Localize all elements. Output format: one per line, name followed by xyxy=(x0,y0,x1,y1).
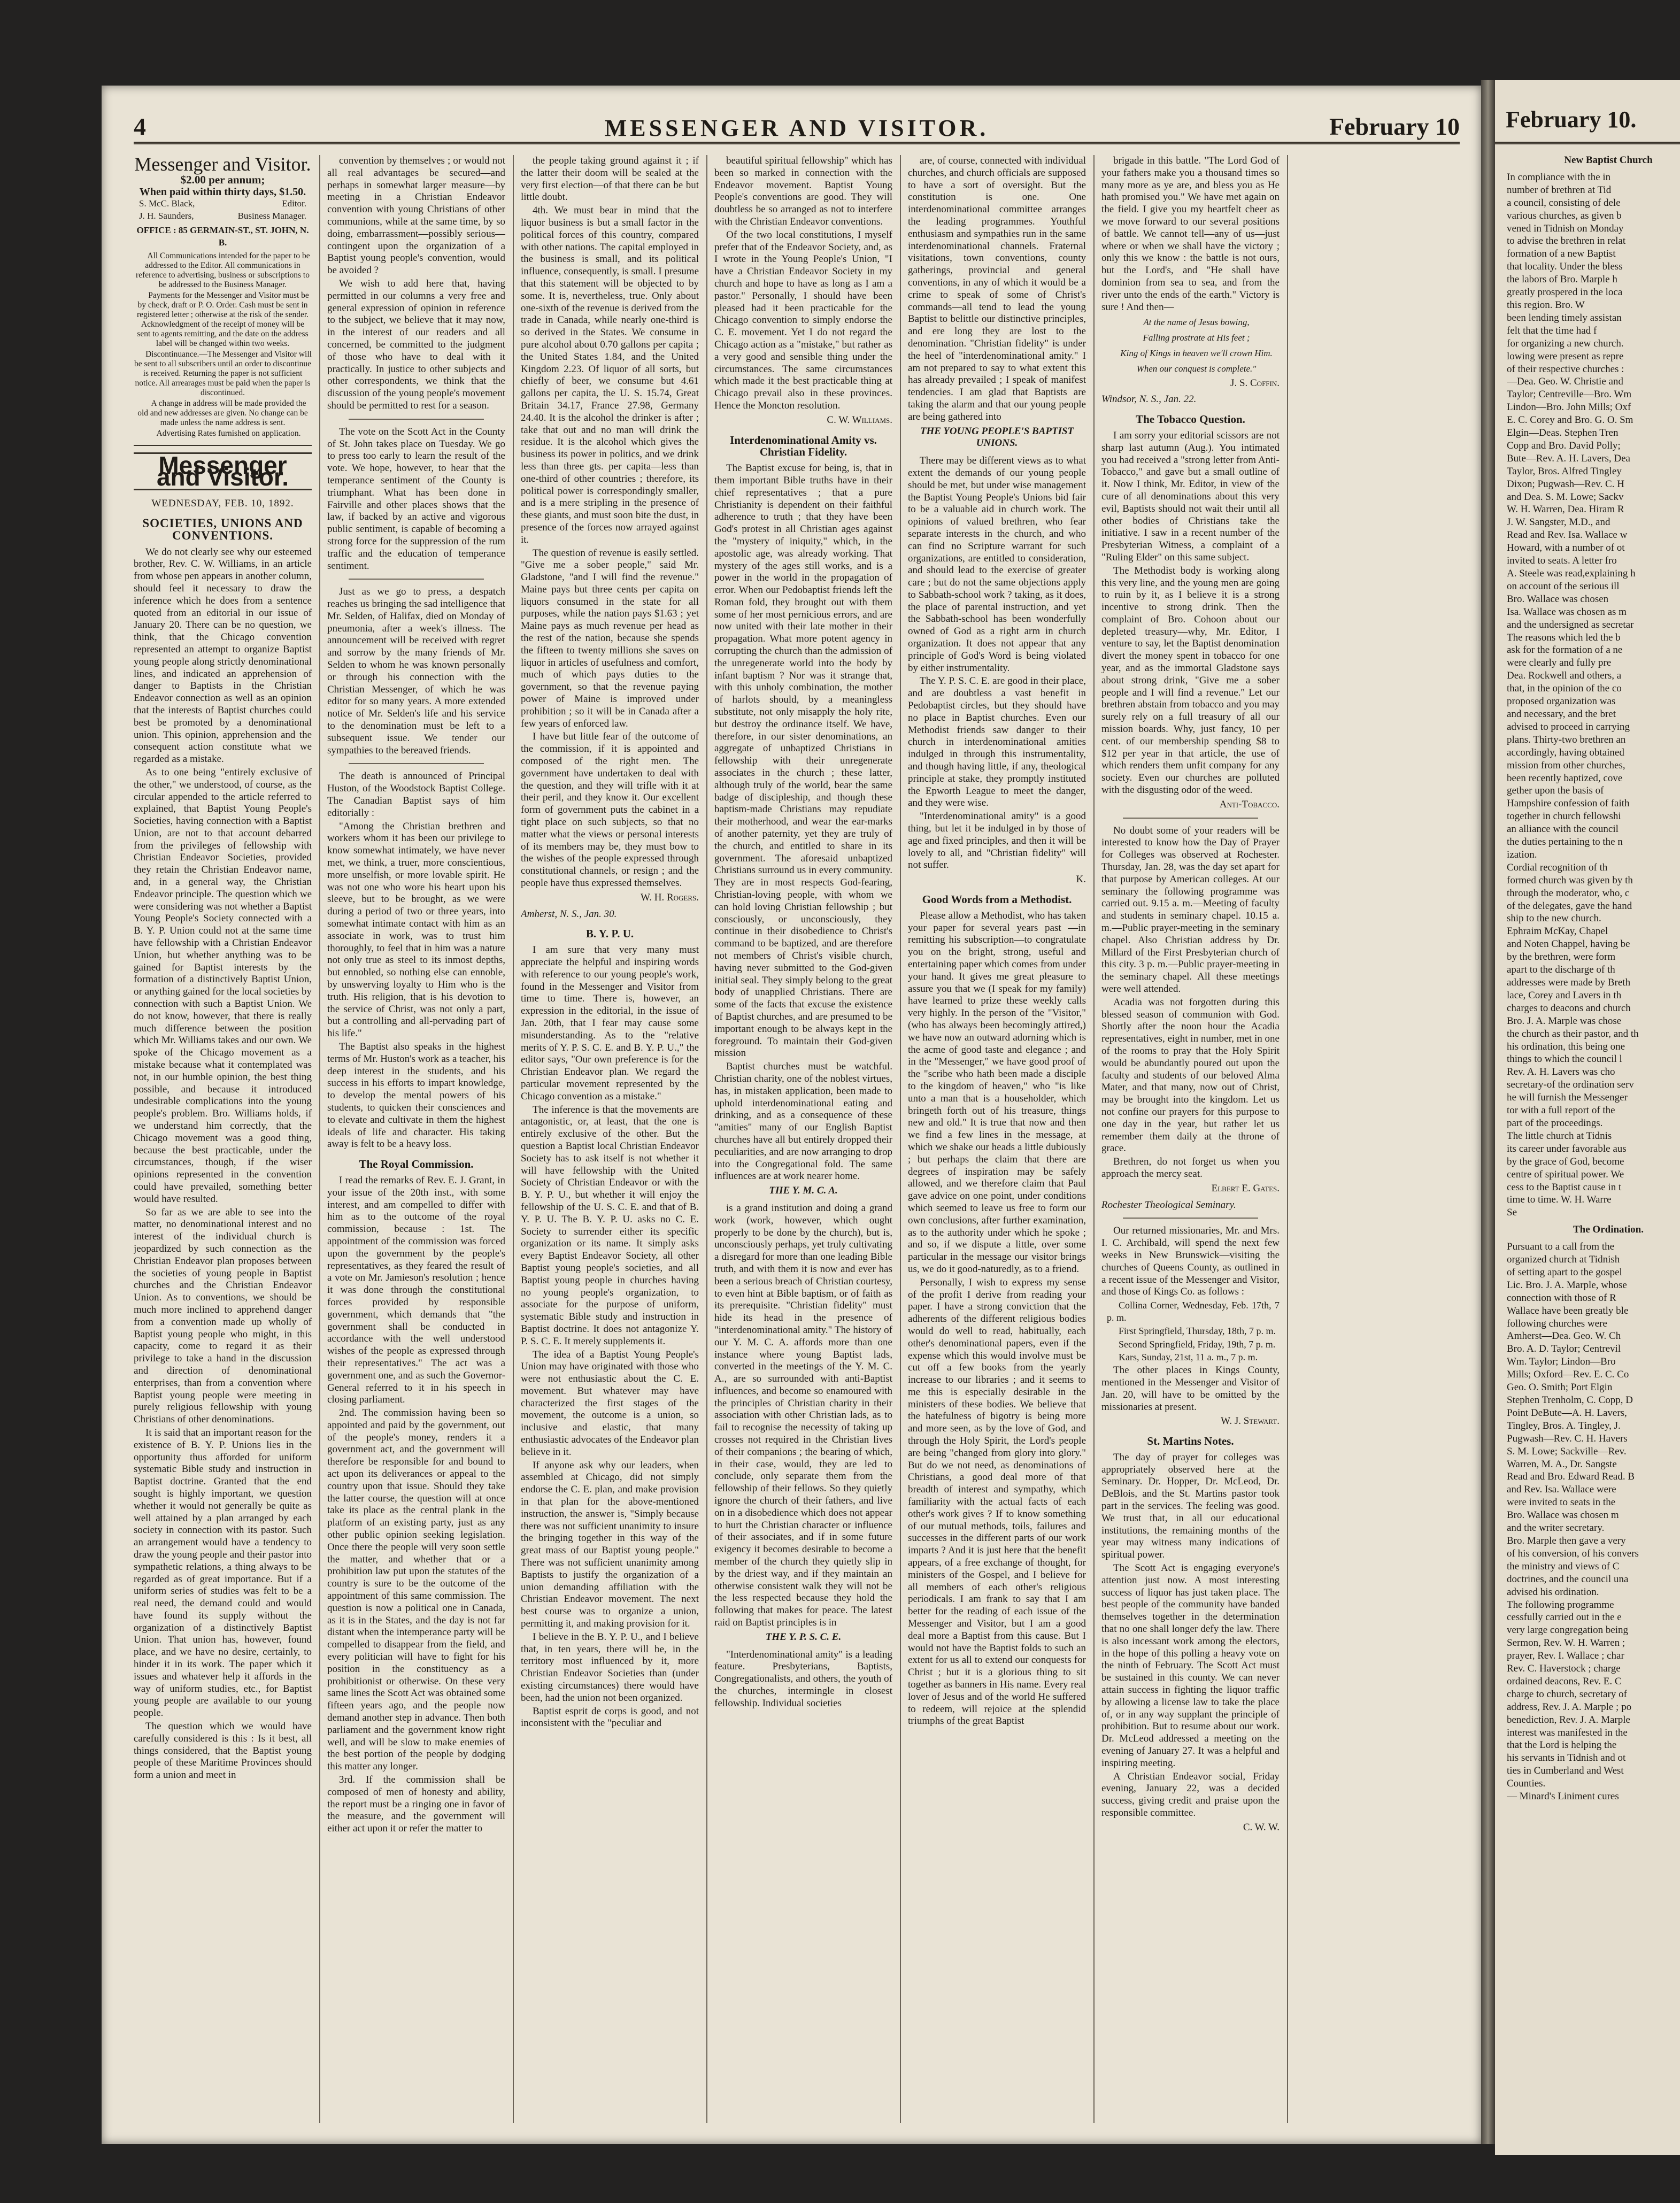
adjacent-text-line: Point DeBute—A. H. Lavers, xyxy=(1507,1407,1627,1419)
adjacent-text-line: plans. Thirty-two brethren an xyxy=(1507,734,1626,745)
adjacent-text-line: following churches were xyxy=(1507,1318,1607,1329)
adjacent-text-line: proposed organization was xyxy=(1507,696,1616,707)
paragraph: The question which we would have carefully considered is this : Is it best, all things considered, that the Baptist young people of these Maritime Provinces should form a union and meet in xyxy=(134,1721,312,1781)
adjacent-text-line: charges to deacons and church xyxy=(1507,1002,1631,1014)
column-4 xyxy=(714,155,892,2123)
paragraph: As to one being "entirely exclusive of the other," we understood, of course, as the circular appended to the article referred to explained, that Baptist Young People's Societies, having connection with a Baptist Union, are not to that account debarred from the privileges of fellowship with Christian Endeavor Societies, provided they retain the Christian Endeavor name, and, in a general way, the Christian Endeavor principle. The question which we were considering was not whether a Baptist Young People's Society connected with a B. Y. P. Union could not at the same time have fellowship with a Christian Endeavor Union, but whether anything was to be gained for Baptist interests by the formation of a distinctively Baptist Union, or anything gained for the local societies by connection with such a Baptist Union. We do not know, however, that there is really much difference between the position which Mr. Williams takes and our own. We spoke of the Chicago movement as a mistake because what it contemplated was not, in our humble opinion, the best thing possible, and because it introduced undesirable complications into the young people's problem. Bro. Williams holds, if we understand him correctly, that the Chicago movement was a good thing, because the best practicable, under the circumstances, though, if the wiser opinions represented in the convention could have prevailed, something better would have resulted. xyxy=(134,766,312,1205)
columns-container xyxy=(134,155,1460,2123)
column-rule xyxy=(900,155,901,2123)
section-heading: Interdenominational Amity vs. Christian Fidelity. xyxy=(730,433,877,459)
adjacent-page-date: February 10. xyxy=(1506,106,1637,133)
adjacent-text-line: formation of a new Baptist xyxy=(1507,248,1616,260)
adjacent-text-line: the ministry and views of C xyxy=(1507,1560,1620,1572)
adjacent-text-line: its career under favorable aus xyxy=(1507,1143,1627,1154)
schedule-item: First Springfield, Thursday, 18th, 7 p. m. xyxy=(1119,1325,1276,1336)
adjacent-text-line: accordingly, having obtained xyxy=(1507,746,1624,758)
adjacent-text-line: various churches, as given b xyxy=(1507,210,1622,221)
paragraph: Baptist churches must be watchful. Christian charity, one of the noblest virtues, has, in mistaken application, been made to uphold interdenominational eating and drinking, and as a consequence of these "amities" many of our English Baptist churches have all but entirely dropped their peculiarities, and are now arranging to drop into the Congregational fold. The same influences are at work nearer home. xyxy=(714,1061,892,1182)
paragraph: There may be different views as to what extent the demands of our young people should be met, but under wise management the Baptist Young People's Unions bid fair to be a valuable aid in church work. The opinions of valued brethren, who fear separate interests in the church, and who can find no Scripture warrant for such organizations, are entitled to consideration, and should lead to the exercise of greater care ; but do not the same objections apply to Sabbath-school work ? taking, as it does, the place of parental instruction, and yet the Sabbath-school has been wonderfully owned of God as a right arm in church organization. It does not appear that any principle of God's Word is being violated by either instrumentality. xyxy=(908,455,1086,674)
adjacent-page xyxy=(1495,80,1680,2155)
paragraph: Our returned missionaries, Mr. and Mrs. I. C. Archibald, will spend the next few weeks in New Brunswick—visiting the churches of Queens County, as outlined in a recent issue of the Messenger and Visitor, and those of Kings Co. as follows : xyxy=(1101,1225,1280,1298)
adjacent-text-line: Hampshire confession of faith xyxy=(1507,798,1630,810)
paragraph: are, of course, connected with individual churches, and church officials are supposed to have a sort of oversight. But the constitution is one. One interdenominational committee arranges the leading programmes. Youthful enthusiasm and sympathies run in the same interdenominational channels. Fraternal visitations, town conventions, county gatherings, provincial and general conventions, in any of which it would be a crime to speak of some of Christ's commands—all tend to lead the young Baptist to belittle our distinctive principles, and ere long they are lost to the denomination. "Christian fidelity" is under the heel of "interdenominational amity." I am not prepared to say to what extent this has already prevailed ; I speak of manifest tendencies. I am glad that Baptists are taking the alarm and that our young people are being gathered into xyxy=(908,155,1086,422)
adjacent-text-line: Howard, with a number of ot xyxy=(1507,542,1625,554)
paragraph: Acadia was not forgotten during this blessed season of communion with God. Shortly after the noon hour the Acadia representatives, eight in number, met in one of the rooms to pray that the Holy Spirit would be abundantly poured out upon the faculty and students of our beloved Alma Mater, and that many, now out of Christ, may be brought into the kingdom. Let us not confine our prayers for this purpose to one day in the year, but rather let us remember them daily at the throne of grace. xyxy=(1101,996,1280,1154)
adjacent-text-line: through the moderator, who, c xyxy=(1507,887,1630,899)
adjacent-text-line: —Dea. Geo. W. Christie and xyxy=(1507,376,1623,388)
section-heading: Good Words from a Methodist. xyxy=(922,893,1072,906)
column-rule xyxy=(1287,155,1288,2123)
adjacent-text-line: of the delegates, gave the hand xyxy=(1507,900,1632,912)
adjacent-text-line: Bute—Rev. A. H. Lavers, Dea xyxy=(1507,452,1630,464)
adjacent-text-line: E. C. Corey and Bro. G. O. Sm xyxy=(1507,414,1633,426)
place-date: Windsor, N. S., Jan. 22. xyxy=(1101,394,1197,405)
notice-discontinuance: Discontinuance.—The Messenger and Visitor will be sent to all subscribers until an order to discontinue is received. Returning the paper is not sufficient notice. All arrearages must be paid when the paper is discontinued. xyxy=(134,349,312,397)
price-annual: $2.00 per annum; xyxy=(180,173,265,186)
paragraph: The vote on the Scott Act in the County of St. John takes place on Tuesday. We go to press too early to learn the result of the vote. We hope, however, to hear that the temperance sentiment of the County is triumphant. What has been done in Fairville and other places shows that the law, if backed by an active and vigorous public sentiment, is capable of becoming a strong force for the suppression of the rum traffic and the education of temperance sentiment. xyxy=(327,426,505,572)
signature: Anti-Tobacco. xyxy=(1219,798,1280,810)
adjacent-text-line: J. W. Sangster, M.D., and xyxy=(1507,517,1610,528)
page-header xyxy=(134,112,1460,144)
dateline: WEDNESDAY, FEB. 10, 1892. xyxy=(151,498,294,510)
divider xyxy=(1123,1218,1258,1219)
adjacent-text-line: centre of spiritual power. We xyxy=(1507,1168,1624,1180)
manager-role: Business Manager. xyxy=(237,211,306,221)
adjacent-text-line: advised his ordination. xyxy=(1507,1586,1599,1598)
adjacent-text-line: Bro. Marple then gave a very xyxy=(1507,1535,1626,1546)
place-date: Rochester Theological Seminary. xyxy=(1101,1199,1236,1211)
adjacent-text-line: ties in Cumberland and West xyxy=(1507,1765,1624,1777)
paragraph: The question of revenue is easily settled. "Give me a sober people," said Mr. Gladstone, "and I will find the revenue." Maine pays but three cents per capita on liquors consumed in the state for all purposes, while the nation pays $1.63 ; yet Maine pays as much revenue per head as the rest of the nation, because she spends the fifteen to twenty millions she saves on liquor in articles of usefulness and comfort, much of which pays duties to the government, so that the revenue paying power of Maine is improved under prohibition ; so it will be in Canada after a few years of enforced law. xyxy=(521,547,699,729)
paragraph: the people taking ground against it ; if the latter their doom will be sealed at the very first election—of that there can be but little doubt. xyxy=(521,155,699,203)
office-address: OFFICE : 85 GERMAIN-ST., ST. JOHN, N. B. xyxy=(136,225,309,248)
paragraph: 3rd. If the commission shall be composed of men of honesty and ability, the report must be a ringing one in favor of the measure, and the government will either act upon it or refer the matter to xyxy=(327,1774,505,1835)
paragraph: I am sure that very many must appreciate the helpful and inspiring words with reference to our young people's work, found in the Messenger and Visitor from time to time. There is, however, an expression in the editorial, in the issue of Jan. 20th, that I fear may cause some misunderstanding. As to the "relative merits of Y. P. S. C. E. and B. Y. P. U.," the editor says, "Our own preference is for the Christian Endeavor plan. We regard the particular movement represented by the Chicago convention as a mistake." xyxy=(521,944,699,1102)
adjacent-text-line: secretary-of the ordination serv xyxy=(1507,1079,1634,1091)
adjacent-text-line: ization. xyxy=(1507,849,1537,860)
newspaper-page xyxy=(102,86,1481,2144)
adjacent-text-line: Geo. O. Smith; Port Elgin xyxy=(1507,1382,1613,1393)
adjacent-text-line: Bro. Wallace was chosen m xyxy=(1507,1509,1619,1521)
adjacent-text-line: address, Rev. J. A. Marple ; po xyxy=(1507,1701,1632,1713)
adjacent-text-line: Lindon—Bro. John Mills; Oxf xyxy=(1507,402,1631,413)
signature: K. xyxy=(1076,874,1086,885)
adjacent-text-line: Pursuant to a call from the xyxy=(1507,1241,1615,1253)
adjacent-text-line: and Dea. S. M. Lowe; Sackv xyxy=(1507,491,1624,503)
adjacent-text-line: Rev. A. H. Lavers was cho xyxy=(1507,1066,1615,1078)
adjacent-text-line: A. Steele was read,explaining h xyxy=(1507,568,1636,579)
column-rule xyxy=(513,155,514,2123)
masthead-title: Messenger and Visitor. xyxy=(134,155,311,175)
column-rule xyxy=(319,155,320,2123)
adjacent-text-line: Tingley, Bros. A. Tingley, J. xyxy=(1507,1420,1621,1431)
adjacent-text-line: of their respective churches : xyxy=(1507,363,1624,375)
adjacent-text-line: Dea. Rockwell and others, a xyxy=(1507,670,1622,682)
adjacent-text-line: been recently baptized, cove xyxy=(1507,772,1623,784)
paragraph: The death is announced of Principal Huston, of the Woodstock Baptist College. The Canadian Baptist says of him editorially : xyxy=(327,771,505,819)
signature: W. J. Stewart. xyxy=(1221,1415,1280,1427)
adjacent-text-line: Read and Rev. Isa. Wallace w xyxy=(1507,529,1628,541)
column-2 xyxy=(327,155,505,2123)
paragraph: The idea of a Baptist Young People's Union may have originated with those who were not enthusiastic about the C. E. movement. But whatever may have characterized the first stages of the movement, the outcome is a union, so inclusive and elastic, that many enthusiastic advocates of the Endeavor plan believe in it. xyxy=(521,1349,699,1458)
adjacent-heading: New Baptist Church xyxy=(1564,155,1653,166)
paragraph: The Baptist excuse for being, is, that in them important Bible truths have in their chief representatives ; that a pure Christianity is dependent on their faithful adherence to truth ; that they have been God's protest in all Christian ages against the "mystery of iniquity," which, in the apostolic age, was already working. That mystery of the ages still works, and is a power in the world in the propagation of error. When our Pedobaptist friends left the Roman fold, they brought out with them some of her most pernicious errors, and are now united with their late mother in their propagation. What more potent agency in corrupting the church than the admission of the unregenerate world into the body by infant baptism ? Nor was it strange that, with this unholy combination, the mother of harlots should, by a meaningless substitute, not only misapply the holy rite, but destroy the ordinance itself. We have, therefore, in our sister denominations, an aggregate of unbaptized Christians in fellowship with their unregenerate associates in the church ; these latter, although truly of the world, bear the same badge of discipleship, and though these baptism-made Christians may repudiate their motherhood, and wear the ear-marks of another paternity, yet they are truly of the church, and entitled to share in its government. The aforesaid unbaptized Christians surround us in every community. They are in most respects God-fearing, Christian-loving people, with whom we can hold loving Christian fellowship ; but consciously, or unconsciously, they continue in their disobedience to Christ's command to be baptized, and are therefore not members of Christ's visible church, having never submitted to the God-given initial seal. They simply belong to the great body of unapplied Christians. There are some of the facts that excuse the existence of Baptist churches, and are presumed to be important enough to be always kept in the foreground. To maintain their God-given mission xyxy=(714,463,892,1059)
paragraph: We do not clearly see why our esteemed brother, Rev. C. W. Williams, in an article from whose pen appears in another column, should feel it necessary to draw the inference which he does from a sentence quoted from an editorial in our issue of January 20. There can be no question, we think, that the Chicago convention represented an attempt to organize Baptist young people along strictly denominational lines, and indicated an apprehension of danger to Baptists in the Christian Endeavor connection as well as an opinion that the interests of Baptist churches could best be promoted by a denominational union. This opinion, apprehension and the consequent action constitute what we regarded as a mistake. xyxy=(134,546,312,765)
notice-advertising: Advertising Rates furnished on application. xyxy=(156,428,301,438)
adjacent-text-line: and Rev. Isa. Wallace were xyxy=(1507,1484,1616,1496)
adjacent-text-line: Wm. Taylor; Lindon—Bro xyxy=(1507,1356,1616,1368)
adjacent-text-line: benediction, Rev. J. A. Marple xyxy=(1507,1714,1630,1726)
adjacent-text-line: and the writer secretary. xyxy=(1507,1522,1605,1534)
paragraph: I am sorry your editorial scissors are not sharp last autumn (Aug.). You intimated you had received a "strong letter from Anti-Tobacco," and gave but a small outline of it. Now I think, Mr. Editor, in view of the cure of all denominations about this very evil, Baptists should not wait their until all other bodies of Christians take the initiative. I saw in a recent number of the Presbyterian Witness, a complaint of a "Ruling Elder" on this same subject. xyxy=(1101,429,1280,563)
divider xyxy=(349,419,484,420)
paragraph: So far as we are able to see into the matter, no denominational interest and no interest of the individual church is jeopardized by such connection as the Christian Endeavor plan proposes between the societies of young people in Baptist churches and the Christian Endeavor Union. As to conventions, we should be much more inclined to apprehend danger from a convention made up wholly of Baptist young people who might, in this capacity, come to regard it as their privilege to take a hand in the discussion and direction of denominational enterprises, than from a convention where Baptist young people were meeting in purely religious fellowship with young Christians of other denominations. xyxy=(134,1206,312,1426)
adjacent-text-line: Bro. A. D. Taylor; Centrevil xyxy=(1507,1343,1621,1355)
article-title: SOCIETIES, UNIONS AND CONVENTIONS. xyxy=(142,516,303,542)
paragraph: The Baptist also speaks in the highest terms of Mr. Huston's work as a teacher, his deep interest in the students, and his success in his efforts to impart knowledge, to develop the mental powers of his students, to quicken their consciences and to elevate and cultivate in them the highest ideals of life and character. His taking away is felt to be a heavy loss. xyxy=(327,1041,505,1150)
adjacent-text-line: Amherst—Dea. Geo. W. Ch xyxy=(1507,1330,1621,1342)
editor-line xyxy=(134,198,312,210)
adjacent-text-line: Dixon; Pugwash—Rev. C. H xyxy=(1507,478,1624,490)
adjacent-text-line: Warren, M. A., Dr. Sangste xyxy=(1507,1458,1617,1470)
adjacent-text-line: felt that the time had f xyxy=(1507,325,1597,336)
schedule-item: Second Springfield, Friday, 19th, 7 p. m. xyxy=(1119,1338,1276,1350)
adjacent-text-line: by the grace of God, become xyxy=(1507,1156,1624,1167)
signature: J. S. Coffin. xyxy=(1230,377,1280,389)
editorial-masthead: Messenger and Visitor. xyxy=(134,452,312,491)
section-heading: St. Martins Notes. xyxy=(1147,1435,1234,1448)
section-heading: The Tobacco Question. xyxy=(1136,413,1245,426)
adjacent-text-line: The Ordination. xyxy=(1573,1224,1644,1236)
adjacent-text-line: ask for the formation of a ne xyxy=(1507,644,1623,656)
paragraph: "Among the Christian brethren and workers whom it has been our privilege to know somewhat intimately, we have never met, we think, a truer, more conscientious, more unselfish, or more lovable spirit. He was not one who wore his heart upon his sleeve, but to be brought, as we were during a period of two or three years, into somewhat intimate contact with him as an associate in work, was to trust him thoroughly, to feel that in him was a nature not only true as steel to its inmost depths, but ennobled, so nothing else can ennoble, by unswerving loyalty to Him who is the truth. His religion, that is his devotion to the service of Christ, was not only a part, but a controlling and all-pervading part of his life." xyxy=(327,820,505,1039)
paragraph: A Christian Endeavor social, Friday evening, January 22, was a decided success, giving credit and praise upon the responsible committee. xyxy=(1101,1770,1280,1819)
adjacent-text-line: Se xyxy=(1507,1207,1517,1219)
adjacent-text-line: and Noten Chappel, having be xyxy=(1507,938,1630,950)
adjacent-text-line: Wallace have been greatly ble xyxy=(1507,1305,1629,1316)
adjacent-text-line: ship to the new church. xyxy=(1507,913,1601,925)
paragraph: The other places in Kings County, mentioned in the Messenger and Visitor of Jan. 20, will have to be omitted by the missionaries at present. xyxy=(1101,1365,1280,1413)
adjacent-text-line: addresses were made by Breth xyxy=(1507,977,1631,988)
adjacent-text-line: — Minard's Liniment cures xyxy=(1507,1791,1619,1803)
column-6 xyxy=(1101,155,1280,2123)
adjacent-text-line: of his conversion, of his convers xyxy=(1507,1547,1639,1559)
adjacent-text-line: Bro. Wallace was chosen xyxy=(1507,593,1609,605)
adjacent-text-line: interest was manifested in the xyxy=(1507,1727,1628,1738)
adjacent-text-line: Rev. C. Haverstock ; charge xyxy=(1507,1663,1621,1675)
paragraph: The Scott Act is engaging everyone's attention just now. A most interesting success of liquor has just taken place. The best people of the community have banded themselves together in the determination that no one shall longer defy the law. There is also incessant work among the electors, in the hope of this polling a heavy vote on the ninth of February. The Scott Act must be sustained in this county. We can never attain success in fighting the liquor traffic by allowing a license law to take the place of, or in any way supplant the principle of prohibition. But to resume about our work. Dr. McLeod addressed a meeting on the evening of January 27. It was a helpful and inspiring meeting. xyxy=(1101,1562,1280,1769)
adjacent-text-line: Pugwash—Rev. C. H. Havers xyxy=(1507,1432,1628,1444)
paragraph: I read the remarks of Rev. E. J. Grant, in your issue of the 20th inst., with some interest, and am compelled to differ with him as to the outcome of the royal commission, because : 1st. The appointment of the commission was forced upon the government by the people's representatives, as they feared the result of a vote on Mr. Jamieson's resolution ; hence it was done through the constitutional forces provided by responsible government, which demands that "the government shall be conducted in accordance with the well understood wishes of the people as expressed through their representatives." The act was a government one, and as such the Governor-General referred to it in his speech in closing parliament. xyxy=(327,1174,505,1406)
notice-payments: Payments for the Messenger and Visitor must be by check, draft or P. O. Order. Cash must be sent in registered letter ; otherwise at the risk of the sender. Acknowledgment of the receipt of money will be sent to agents remitting, and the date on the address label will be changed within two weeks. xyxy=(136,290,309,348)
adjacent-text-line: The following programme xyxy=(1507,1599,1614,1611)
adjacent-text-line: together in church fellowshi xyxy=(1507,811,1621,822)
adjacent-text-line: organized church at Tidnish xyxy=(1507,1254,1620,1266)
adjacent-text-line: vened in Tidnish on Monday xyxy=(1507,222,1624,234)
paragraph: convention by themselves ; or would not all real advantages be secured—and perhaps in somewhat larger measure—by meeting in a Christian Endeavor convention with young Christians of other communions, while at the same time, by so doing, embarrassment—possibly serious—contingent upon the organization of a Baptist young people's convention, would be avoided ? xyxy=(327,155,505,276)
adjacent-text-line: and the undersigned as secretar xyxy=(1507,619,1634,630)
paragraph: Personally, I wish to express my sense of the profit I derive from reading your paper. I have a strong conviction that the adherents of the different religious bodies would do well to read, habitually, each other's denominational papers, even if the expense which this would involve must be cut off a few books from the yearly increase to our libraries ; and it seems to me this is especially desirable in the ministers of these bodies. We believe that the hatefulness of bigotry is being more and more seen, as by the love of God, and through the Holy Spirit, the Lord's people are being "changed from glory into glory." But do we not need, as denominations of Christians, a good deal more of that breadth of interest and sympathy, which familiarity with the actual facts of each other's work gives ? If to know something of our mutual methods, toils, failures and successes in the different parts of our work imparts ? And it is just here that the benefit appears, of a free exchange of thought, for ministers of the Gospel, and I believe for all members of each other's religious periodicals. I am frank to say that I am better for the reading of each issue of the Messenger and Visitor, but I am a good deal more a Baptist from this cause. But I would not have the Baptist folds to such an extent for us all to extend our conquests for Christ ; but it is a glorious thing to sit together as banners in His name. Every real lover of Jesus and of the world He suffered to redeem, will rejoice at the splendid triumphs of the great Baptist xyxy=(908,1276,1086,1727)
paragraph: 2nd. The commission having been so appointed and paid by the government, out of the people's money, renders it a government act, and the government will therefore be responsible for and bound to act upon its deliverances or appeal to the country upon that issue. Should they take the latter course, the question will at once take its place as the central plank in the platform of an existing party, just as any other public opinion seeking legislation. Once there the people will very soon settle the matter, and whether that or a prohibition law put upon the statutes of the country is sure to be the outcome of the appointment of this same commission. The question is now a political one in Canada, as it is in the States, and the day is not far distant when the intemperance party will be compelled to disappear from the field, and every politician will have to fight for his position in the constituency as a prohibitionist or otherwise. On these very same lines the Scott Act was obtained some fifteen years ago, and the people now demand another step in advance. Then both parliament and the government know right well, and will be slow to make enemies of the best portion of the people by dodging this matter any longer. xyxy=(327,1407,505,1773)
adjacent-text-line: formed church was given by th xyxy=(1507,874,1633,886)
adjacent-text-line: this region. Bro. W xyxy=(1507,299,1585,311)
schedule-item: Collina Corner, Wednesday, Feb. 17th, 7 p. m. xyxy=(1107,1300,1280,1323)
paragraph: Just as we go to press, a despatch reaches us bringing the sad intelligence that Mr. Selden, of Halifax, died on Monday of pneumonia, after a week's illness. The announcement will be received with regret and sorrow by the many friends of Mr. Selden to whom he was known personally or through his connection with the Christian Messenger, of which he was editor for so many years. A more extended notice of Mr. Selden's life and his service to the denomination must be left to a subsequent issue. We tender our sympathies to the bereaved friends. xyxy=(327,586,505,756)
adjacent-text-line: been lending timely assistan xyxy=(1507,312,1622,323)
paragraph: If anyone ask why our leaders, when assembled at Chicago, did not simply endorse the C. E. plan, and make provision in that plan for the above-mentioned instruction, the answer is, "Simply because there was not sufficient unanimity to insure the bringing together in this way of the great mass of our Baptist young people." There was not sufficient unanimity among Baptists to justify the organization of a union demanding affiliation with the Christian Endeavor movement. The next best course was to organize a union, permitting it, and making provision for it. xyxy=(521,1459,699,1630)
header-date: February 10 xyxy=(1329,113,1460,140)
column-7-overflow xyxy=(1295,155,1460,2123)
divider xyxy=(1123,818,1258,819)
paragraph: "Interdenominational amity" is a leading feature. Presbyterians, Baptists, Congregationalists, and others, the youth of the churches, intermingle in closest fellowship. Individual societies xyxy=(714,1649,892,1709)
adjacent-text-line: number of brethren at Tid xyxy=(1507,184,1612,196)
adjacent-text-line: to advise the brethren in relat xyxy=(1507,235,1626,247)
paragraph: The Methodist body is working along this very line, and the young men are going to ruin by it, as I believe it is a strong incentive to strong drink. Then the complaint of Bro. Cohoon about our depleted treasury—why, Mr. Editor, I venture to say, let the Baptist denomination divert the money spent in tobacco for one year, and as the immortal Gladstone says about strong drink, "Give me a sober people and I will find a revenue." Let our brethren abstain from tobacco and you may surely rely on a full treasury of all our mission boards. Why, just fancy, 10 per cent. of our membership spending $8 to $12 per year in that article, the use of which renders them unfit company for any society. Even our churches are polluted with the disgusting odor of the weed. xyxy=(1101,565,1280,796)
paragraph: The Y. P. S. C. E. are good in their place, and are doubtless a vast benefit in Pedobaptist circles, but they should have no place in Baptist churches. Even our Methodist friends saw danger to their church in interdenominational amities indulged in through this instrumentality, and though having little, if any, theological principle at stake, they promptly instituted the Epworth League to meet the danger, and they were wise. xyxy=(908,675,1086,809)
adjacent-text-line: Lic. Bro. J. A. Marple, whose xyxy=(1507,1279,1627,1291)
adjacent-text-line: the duties pertaining to the n xyxy=(1507,836,1623,848)
notice-address-change: A change in address will be made provided the old and new addresses are given. No change can be made unless the name address is sent. xyxy=(137,398,308,427)
column-1 xyxy=(134,155,312,2123)
paragraph: I have but little fear of the outcome of the commission, if it is appointed and composed of the right men. The government have undertaken to deal with the question, and they will trifle with it at their peril, and they know it. Our excellent form of government puts the cabinet in a tight place on such subjects, so that no matter what the views or personal interests of its members may be, they must bow to the wishes of the people expressed through constitutional channels, or resign ; and the people have thus expressed themselves. xyxy=(521,731,699,889)
adjacent-text-line: that the Lord is helping the xyxy=(1507,1739,1617,1751)
adjacent-text-line: invited to seats. A letter fro xyxy=(1507,555,1617,567)
poem-line: King of Kings in heaven we'll crown Him. xyxy=(1120,348,1273,358)
adjacent-text-line: for organizing a new church. xyxy=(1507,337,1624,349)
adjacent-text-line: greatly prospered in the loca xyxy=(1507,287,1623,298)
adjacent-text-line: things to which the council l xyxy=(1507,1053,1622,1065)
adjacent-text-line: W. H. Warren, Dea. Hiram R xyxy=(1507,504,1624,515)
adjacent-text-line: Sermon, Rev. W. H. Warren ; xyxy=(1507,1637,1625,1649)
adjacent-text-line: the labors of Bro. Marple h xyxy=(1507,274,1617,286)
adjacent-text-line: Copp and Bro. David Polly; xyxy=(1507,440,1621,451)
adjacent-text-line: In compliance with the in xyxy=(1507,171,1611,183)
paragraph: No doubt some of your readers will be interested to know how the Day of Prayer for Colleges was observed at Rochester. Thursday, Jan. 28, was the day set apart for that purpose by American colleges. At our seminary the following programme was carried out. 9.15 a. m.—Meeting of faculty and students in seminary chapel. 10.15 a. m.—Public prayer-meeting in the seminary chapel. Also Christian address by Dr. Millard of the First Presbyterian church of this city. 3 p. m.—Public prayer-meeting in the seminary chapel. All these meetings were well attended. xyxy=(1101,825,1280,995)
adjacent-text-line: Bro. J. A. Marple was chose xyxy=(1507,1015,1622,1027)
paragraph: It is said that an important reason for the existence of B. Y. P. Unions lies in the opportunity thus afforded for uniform systematic Bible study and instruction in Baptist doctrine. Granted that the end sought is highly important, we question whether it would not generally be quite as well attained by a plan arranged by each society in connection with its pastor. Such an arrangement would have a tendency to draw the young people and their pastor into sympathetic relations, a thing always to be regarded as of great importance. But if a uniform series of studies was felt to be a real need, the demand could and would have found its supply without the organization of a distinctively Baptist Union. That union has, however, found place, and we have no desire, certainly, to hinder it in its work. The paper which it issues and whatever help it affords in the way of uniform studies, etc., for Baptist young people are available to our young people. xyxy=(134,1427,312,1719)
adjacent-text-line: S. M. Lowe; Sackville—Rev. xyxy=(1507,1445,1627,1457)
paragraph: beautiful spiritual fellowship" which has been so marked in connection with the Endeavor movement. Baptist Young People's conventions are good. They will doubtless be so arranged as not to interfere with the Christian Endeavor conventions. xyxy=(714,155,892,227)
adjacent-text-line: part of the proceedings. xyxy=(1507,1117,1603,1129)
adjacent-text-line: mission from other churches, xyxy=(1507,759,1625,771)
adjacent-text-line: lace, Corey and Lavers in th xyxy=(1507,989,1622,1001)
paragraph: brigade in this battle. "The Lord God of your fathers make you a thousand times so many more as ye are, and bless you as He hath promised you." We have met again on the field. I give you my heartfelt cheer as we move forward to our several positions of battle. We cannot tell—any of us—just where or when we shall have the victory ; only this we know : the battle is not ours, but the Lord's, and "He shall have dominion from sea to sea, and from the river unto the ends of the earth." Victory is sure ! And then— xyxy=(1101,155,1280,313)
editor-name: S. McC. Black, xyxy=(139,198,195,209)
paragraph: The day of prayer for colleges was appropriately observed here at the Seminary. Dr. Hopper, Dr. McLeod, Dr. DeBlois, and the St. Martins pastor took part in the services. The feeling was good. We trust that, in all our educational institutions, the remaining months of the year may witness many indications of spiritual power. xyxy=(1101,1451,1280,1561)
price-prompt: When paid within thirty days, $1.50. xyxy=(139,186,306,198)
column-5 xyxy=(908,155,1086,2123)
adjacent-text-line: he will furnish the Messenger xyxy=(1507,1092,1628,1104)
paragraph: Please allow a Methodist, who has taken your paper for several years past —in remitting his subscription—to congratulate you on the bright, strong, useful and entertaining paper which comes from under your hand. It gives me great pleasure to assure you that we (I speak for my family) have learned to prize these weekly calls very highly. In the person of the "Visitor," (who has always been becomingly attired,) we have now an outward adorning which is the acme of good taste and elegance ; and in the "Messenger," we have good proof of the "scribe who hath been made a disciple to the kingdom of heaven," who "is like unto a man that is a householder, which bringeth forth out of his treasure, things new and old." It is true that now and then we find a few lines in the message, at which we shake our heads a little dubiously ; but perhaps the claim that there are degrees of inspiration may be safely allowed, and we therefore claim that Paul gave advice on one point, under conditions which seemed to leave us free to form our own conclusions, after further examination, as to the authority under which he spoke ; and so, if we dispute a little, over some particular in the message our visitor brings us, we do it good-naturedly, as to a friend. xyxy=(908,910,1086,1275)
schedule-item: Kars, Sunday, 21st, 11 a. m., 7 p. m. xyxy=(1119,1352,1258,1363)
adjacent-text-line: that, in the opinion of the co xyxy=(1507,683,1622,695)
adjacent-page-text xyxy=(1507,150,1680,2128)
running-title: MESSENGER AND VISITOR. xyxy=(604,115,989,141)
adjacent-text-line: tor with a full report of the xyxy=(1507,1105,1615,1116)
paragraph: Baptist esprit de corps is good, and not inconsistent with the "peculiar and xyxy=(521,1705,699,1729)
adjacent-text-line: of setting apart to the gospel xyxy=(1507,1266,1622,1278)
notice-communications: All Communications intended for the paper to be addressed to the Editor. All communications in reference to advertising, business or subscriptions to be addressed to the Business Manager. xyxy=(136,251,310,289)
manager-name: J. H. Saunders, xyxy=(139,211,194,221)
adjacent-text-line: that locality. Under the bless xyxy=(1507,261,1623,273)
subhead: THE Y. P. S. C. E. xyxy=(765,1631,842,1643)
signature: C. W. W. xyxy=(1243,1821,1280,1833)
adjacent-text-line: Read and Bro. Edward Read. B xyxy=(1507,1471,1635,1483)
adjacent-text-line: apart to the discharge of th xyxy=(1507,964,1615,976)
signature: W. H. Rogers. xyxy=(641,891,699,903)
adjacent-text-line: Cordial recognition of th xyxy=(1507,861,1608,873)
column-3 xyxy=(521,155,699,2123)
column-rule xyxy=(706,155,707,2123)
poem-line: Falling prostrate at His feet ; xyxy=(1143,333,1250,343)
divider xyxy=(349,763,484,764)
adjacent-text-line: Elgin—Deas. Stephen Tren xyxy=(1507,427,1619,439)
signature: C. W. Williams. xyxy=(827,414,892,426)
paragraph: Brethren, do not forget us when you approach the mercy seat. xyxy=(1101,1156,1280,1180)
adjacent-text-line: were invited to seats in the xyxy=(1507,1497,1616,1508)
page-number: 4 xyxy=(134,113,146,140)
poem-line: At the name of Jesus bowing, xyxy=(1143,317,1250,328)
adjacent-text-line: his servants in Tidnish and ot xyxy=(1507,1752,1626,1764)
adjacent-text-line: by the brethren, were form xyxy=(1507,951,1616,963)
adjacent-text-line: an alliance with the council xyxy=(1507,823,1619,835)
manager-line xyxy=(134,210,312,222)
subhead: THE YOUNG PEOPLE'S BAPTIST UNIONS. xyxy=(920,425,1074,449)
adjacent-text-line: Taylor, Bros. Alfred Tingley xyxy=(1507,465,1622,477)
poem-line: When our conquest is complete." xyxy=(1136,363,1257,374)
adjacent-page-rule xyxy=(1495,142,1680,144)
adjacent-text-line: Stephen Trenholm, C. Copp, D xyxy=(1507,1395,1633,1406)
place-date: Amherst, N. S., Jan. 30. xyxy=(521,908,617,920)
adjacent-text-line: Isa. Wallace was chosen as m xyxy=(1507,606,1627,618)
adjacent-text-line: a council, consisting of dele xyxy=(1507,197,1621,209)
subscription-box xyxy=(134,155,312,446)
paragraph: "Interdenominational amity" is a good thing, but let it be indulged in by those of age and fixed principles, and then it will be lovely to all, and "Christian fidelity" will not suffer. xyxy=(908,811,1086,871)
adjacent-text-line: lowing were present as repre xyxy=(1507,350,1624,362)
adjacent-text-line: Counties. xyxy=(1507,1778,1546,1790)
editor-role: Editor. xyxy=(282,198,306,209)
adjacent-text-line: doctrines, and the council una xyxy=(1507,1573,1629,1585)
adjacent-text-line: Mills; Oxford—Rev. E. C. Co xyxy=(1507,1369,1629,1381)
adjacent-text-line: The reasons which led the b xyxy=(1507,631,1621,643)
adjacent-text-line: the church as their pastor, and th xyxy=(1507,1028,1639,1039)
paragraph: 4th. We must bear in mind that the liquor business is but a small factor in the political forces of this country, compared with other nations. The capital employed in the business is small, and its political influence, consequently, is small. I presume that this statement will be objected to by some. It is, nevertheless, true. Only about one-sixth of the revenue is derived from the trade in Canada, while nearly one-third is so derived in the States. We consume in pure alcohol about 0.70 gallons per capita ; the United States 1.84, and the United Kingdom 2.23. Of liquor of all sorts, but chiefly of beer, we consume but 4.61 gallons per capita, the U. S. 15.74, Great Britain 34.17, France 27.98, Germany 24.40. It is the alcohol the drinker is after ; take that out and no man will drink the residue. It is the alcohol which gives the business its power in politics, and we drink less than three gts. per capita—less than one-third of other countries ; therefore, its political power is correspondingly smaller, and is a mere stripling in the presence of these giants, and must soon bite the dust, in presence of the forces now arrayed against it. xyxy=(521,205,699,545)
adjacent-text-line: cess to the Baptist cause in t xyxy=(1507,1181,1622,1193)
paragraph: Of the two local constitutions, I myself prefer that of the Endeavor Society, and, as I wrote in the Young People's Union, "I have a Christian Endeavor Society in my church and hope to have as long as I am a pastor." Personally, I should have been pleased had it been practicable for the Chicago convention to simply endorse the C. E. movement. Yet I do not regard the Chicago action as a "mistake," but rather as a very good and sensible thing under the circumstances. The same circumstances which made it the best practicable thing at Chicago prevail also in these provinces. Hence the Moncton resolution. xyxy=(714,229,892,411)
adjacent-text-line: charge to church, secretary of xyxy=(1507,1688,1627,1700)
paragraph: I believe in the B. Y. P. U., and I believe that, in ten years, there will be, in the territory most influenced by it, more Christian Endeavor Societies than (under existing circumstances) there would have been, had the union not been organized. xyxy=(521,1631,699,1704)
column-rule xyxy=(1093,155,1095,2123)
adjacent-text-line: prayer, Rev. I. Wallace ; char xyxy=(1507,1650,1624,1662)
section-heading: B. Y. P. U. xyxy=(585,927,634,941)
adjacent-text-line: on account of the serious ill xyxy=(1507,580,1620,592)
adjacent-text-line: gether upon the basis of xyxy=(1507,785,1604,797)
adjacent-text-line: ordained deacons, Rev. E. C xyxy=(1507,1675,1622,1687)
signature: Elbert E. Gates. xyxy=(1211,1182,1280,1194)
divider xyxy=(349,579,484,580)
paragraph: The inference is that the movements are antagonistic, or, at least, that the one is entirely exclusive of the other. But the question a Baptist local Christian Endeavor Society has to ask itself is not whether it will have fellowship with the United Society of Christian Endeavor or with the B. Y. P. U., but whether it will enjoy the fellowship of the U. S. C. E. and that of B. Y. P. U. The B. Y. P. U. asks no C. E. Society to surrender either its specific organization or its name. It simply asks every Baptist Endeavor Society, all other Baptist young people's societies, and all Baptist young people in churches having no young people's organization, to associate for the purpose of uniform, systematic Bible study and instruction in Baptist doctrine. It does not antagonize Y. P. S. C. E. It merely supplements it. xyxy=(521,1104,699,1347)
section-heading: The Royal Commission. xyxy=(359,1158,474,1171)
paragraph: is a grand institution and doing a grand work (work, however, which ought properly to be done by the church), but is, unconsciously perhaps, yet truly cultivating a disregard for more than one leading Bible truth, and with them it is now and ever has been a serious breach of Christian courtesy, to even hint at Bible baptism, or of faith as its prerequisite. "Christian fidelity" must hide its head in the presence of "interdenominational amity." The history of our Y. M. C. A. affords more than one instance where young Baptist lads, converted in the meetings of the Y. M. C. A., are so surrounded with anti-Baptist influences, and become so enamoured with the principles of Christian charity in their association with other Christian lads, as to fail to recognise the necessity of taking up crosses not required in the Christian lives of their companions ; the bearing of which, in their case, would, they are led to conclude, only separate them from the fellowship of their fellows. So they quietly ignore the church of their fathers, and live on in a disobedience which does not appear to hurt the Christian character or influence of their associates, and if in some future exigency it becomes desirable to become a member of the church they quietly slip in by the driest way, and if they maintain an otherwise consistent walk they will not be the less respected because they hold the following that makes for peace. The latest raid on Baptist principles is in xyxy=(714,1202,892,1629)
adjacent-text-line: cessfully carried out in the e xyxy=(1507,1612,1622,1623)
adjacent-text-line: connection with those of R xyxy=(1507,1292,1616,1304)
paragraph: We wish to add here that, having permitted in our columns a very free and general expression of opinion in reference to the subject, we believe that it may now, in the interest of our readers and all concerned, be committed to the judgment of those who have to deal with it practically. In justice to other subjects and other correspondents, we think that the discussion of the young people's movement should be permitted to rest for a season. xyxy=(327,278,505,411)
subhead: THE Y. M. C. A. xyxy=(769,1185,838,1197)
adjacent-text-line: Taylor; Centreville—Bro. Wm xyxy=(1507,389,1632,400)
adjacent-text-line: The little church at Tidnis xyxy=(1507,1130,1612,1142)
adjacent-text-line: time to time. W. H. Warre xyxy=(1507,1194,1612,1206)
adjacent-text-line: Ephraim McKay, Chapel xyxy=(1507,926,1608,937)
adjacent-text-line: were clearly and fully pre xyxy=(1507,657,1612,669)
adjacent-text-line: and necessary, and the bret xyxy=(1507,708,1616,720)
page-gutter xyxy=(1481,80,1495,2144)
adjacent-text-line: his ordination, this being one xyxy=(1507,1041,1625,1052)
adjacent-text-line: advised to proceed in carrying xyxy=(1507,721,1630,733)
adjacent-text-line: very large congregation being xyxy=(1507,1624,1629,1636)
